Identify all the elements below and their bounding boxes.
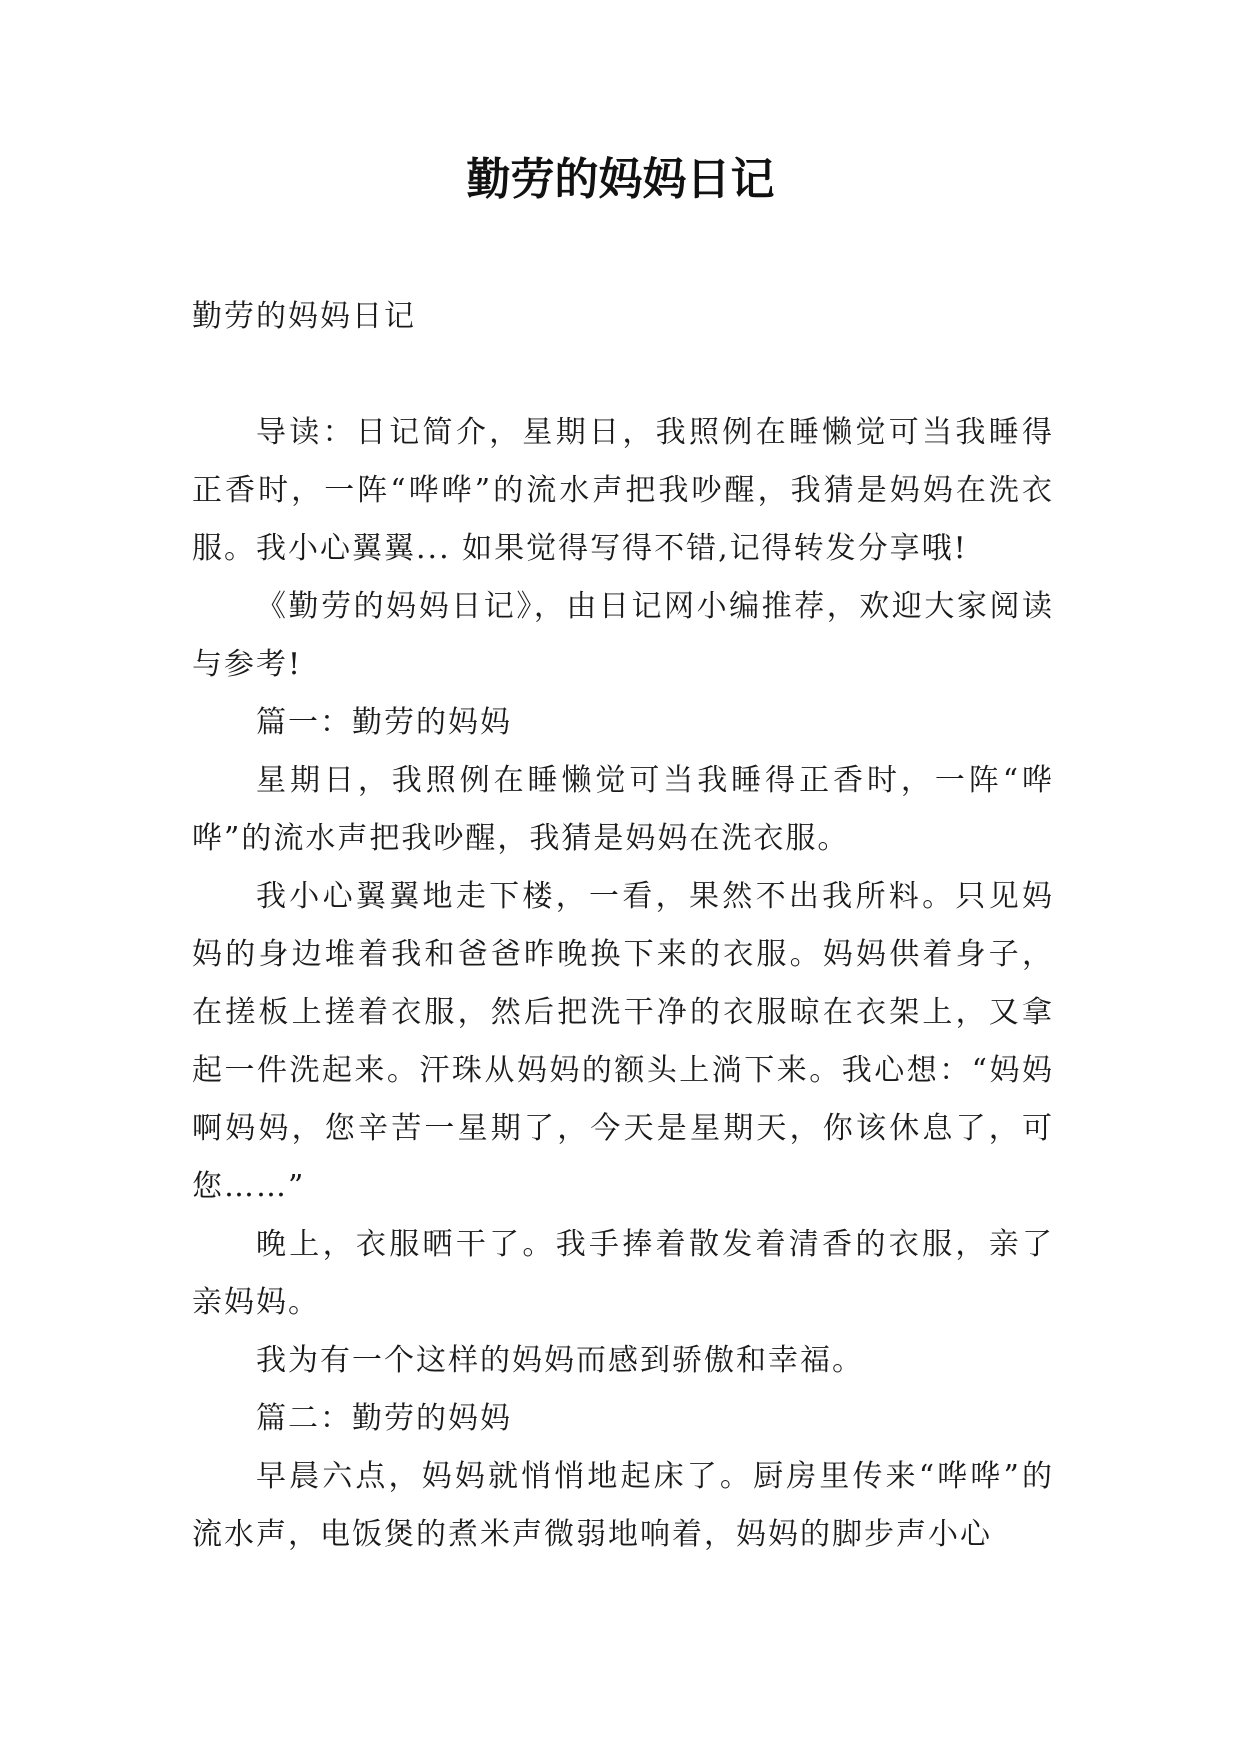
body-paragraph: 早晨六点，妈妈就悄悄地起床了。厨房里传来“哗哗”的流水声，电饭煲的煮米声微弱地响着，妈妈的脚步声小心 [192,1459,1054,1552]
intro-paragraph: 导读：日记简介，星期日，我照例在睡懒觉可当我睡得正香时，一阵“哗哗”的流水声把我吵醒，我猜是妈妈在洗衣服。我小心翼翼... 如果觉得写得不错,记得转发分享哦! [192,415,1054,566]
body-paragraph: 晚上，衣服晒干了。我手捧着散发着清香的衣服，亲了亲妈妈。 [192,1227,1054,1320]
document-title: 勤劳的妈妈日记 [466,154,775,205]
body-paragraph: 我为有一个这样的妈妈而感到骄傲和幸福。 [256,1343,864,1378]
body-paragraph: 星期日，我照例在睡懒觉可当我睡得正香时，一阵“哗哗”的流水声把我吵醒，我猜是妈妈在洗衣服。 [192,763,1054,856]
body-paragraph: 我小心翼翼地走下楼，一看，果然不出我所料。只见妈妈的身边堆着我和爸爸昨晚换下来的衣服。妈妈供着身子，在搓板上搓着衣服，然后把洗干净的衣服晾在衣架上，又拿起一件洗起来。汗珠从妈妈的额头上淌下来。我心想：“妈妈啊妈妈，您辛苦一星期了，今天是星期天，你该休息了，可您……” [192,879,1054,1204]
section-heading-2: 篇二：勤劳的妈妈 [256,1401,512,1436]
document-body [192,288,1054,1564]
recommendation-paragraph: 《勤劳的妈妈日记》，由日记网小编推荐，欢迎大家阅读与参考! [192,589,1054,682]
section-heading-1: 篇一：勤劳的妈妈 [256,705,512,740]
document-subtitle: 勤劳的妈妈日记 [192,299,416,334]
